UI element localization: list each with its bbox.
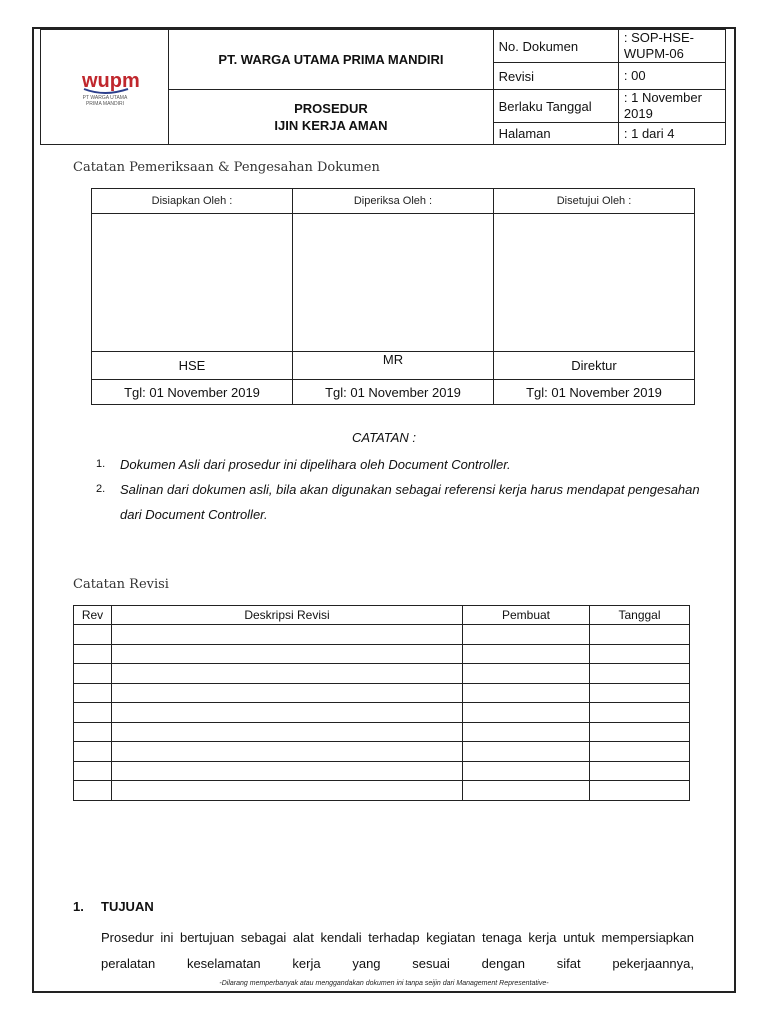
table-row (74, 722, 690, 742)
table-cell (463, 781, 590, 801)
logo-caption-1: PT WARGA UTAMA (82, 94, 127, 101)
table-cell (112, 761, 463, 781)
meta-value-doc-no: : SOP-HSE-WUPM-06 (618, 30, 725, 63)
table-row (74, 683, 690, 703)
approval-date: Tgl: 01 November 2019 (293, 380, 494, 405)
table-cell (590, 703, 690, 723)
procedure-title-line1: PROSEDUR (294, 101, 368, 116)
notes-heading: CATATAN : (351, 430, 417, 445)
approval-col-prepared: Disiapkan Oleh : (92, 189, 293, 214)
meta-label-revision: Revisi (493, 63, 618, 90)
signature-box (494, 214, 695, 352)
table-cell (590, 625, 690, 645)
note-number: 2. (96, 483, 106, 495)
table-cell (590, 722, 690, 742)
approval-col-approved: Disetujui Oleh : (494, 189, 695, 214)
table-cell (463, 683, 590, 703)
approval-role-hse: HSE (92, 352, 293, 380)
approval-table (91, 188, 695, 405)
table-row (74, 781, 690, 801)
table-row (74, 625, 690, 645)
table-cell (590, 742, 690, 762)
table-cell (74, 664, 112, 684)
revision-col-author: Pembuat (463, 606, 590, 625)
approval-role-director: Direktur (494, 352, 695, 380)
company-logo (41, 30, 169, 145)
table-row (74, 664, 690, 684)
table-cell (590, 683, 690, 703)
notes-list (96, 452, 706, 527)
table-cell (463, 742, 590, 762)
meta-value-effective-date: : 1 November 2019 (618, 90, 725, 123)
list-item (96, 452, 706, 477)
table-cell (112, 703, 463, 723)
table-cell (74, 625, 112, 645)
logo-caption-2: PRIMA MANDIRI (85, 100, 124, 107)
table-cell (74, 644, 112, 664)
signature-box (293, 214, 494, 352)
table-cell (112, 664, 463, 684)
meta-label-effective-date: Berlaku Tanggal (493, 90, 618, 123)
section-body-purpose: Prosedur ini bertujuan sebagai alat kendali terhadap kegiatan tenaga kerja untuk mempersiapkan peralatan keselamatan kerja yang sesuai dengan sifat pekerjaannya, (101, 930, 694, 971)
table-cell (74, 683, 112, 703)
meta-label-page: Halaman (493, 123, 618, 145)
note-text: Salinan dari dokumen asli, bila akan digunakan sebagai referensi kerja harus mendapat pengesahan dari Document Controller. (120, 482, 700, 522)
list-item (96, 477, 706, 527)
table-cell (463, 703, 590, 723)
revision-col-date: Tanggal (590, 606, 690, 625)
table-cell (112, 781, 463, 801)
note-number: 1. (96, 458, 106, 470)
note-text: Dokumen Asli dari prosedur ini dipelihara oleh Document Controller. (120, 457, 511, 472)
table-cell (112, 722, 463, 742)
table-row (74, 742, 690, 762)
table-cell (74, 761, 112, 781)
section-heading-purpose (73, 899, 154, 914)
approval-col-checked: Diperiksa Oleh : (293, 189, 494, 214)
table-cell (74, 742, 112, 762)
revision-table (73, 605, 690, 801)
table-cell (74, 703, 112, 723)
meta-value-revision: : 00 (618, 63, 725, 90)
table-cell (590, 664, 690, 684)
table-cell (463, 664, 590, 684)
table-row (74, 644, 690, 664)
table-cell (74, 781, 112, 801)
wupm-logo-icon (70, 63, 140, 109)
table-cell (463, 722, 590, 742)
table-cell (463, 625, 590, 645)
document-footer: -Dilarang memperbanyak atau menggandakan dokumen ini tanpa seijin dari Management Representative- (219, 980, 549, 987)
table-cell (74, 722, 112, 742)
table-row (74, 761, 690, 781)
procedure-title-line2: IJIN KERJA AMAN (274, 118, 388, 133)
table-cell (590, 644, 690, 664)
approval-section-title: Catatan Pemeriksaan & Pengesahan Dokumen (73, 160, 380, 175)
table-cell (112, 644, 463, 664)
revision-col-description: Deskripsi Revisi (112, 606, 463, 625)
company-name: PT. WARGA UTAMA PRIMA MANDIRI (169, 30, 493, 90)
table-cell (590, 781, 690, 801)
document-header (40, 29, 726, 145)
table-cell (112, 683, 463, 703)
table-cell (463, 644, 590, 664)
section-number: 1. (73, 899, 84, 914)
table-row (74, 703, 690, 723)
approval-role-mr: MR (293, 352, 494, 380)
signature-box (92, 214, 293, 352)
logo-mark: wupm (81, 69, 140, 92)
revision-section-title: Catatan Revisi (73, 577, 169, 592)
table-cell (112, 742, 463, 762)
table-cell (463, 761, 590, 781)
section-title: TUJUAN (101, 899, 154, 914)
meta-label-doc-no: No. Dokumen (493, 30, 618, 63)
revision-col-rev: Rev (74, 606, 112, 625)
procedure-title (169, 90, 493, 145)
table-cell (112, 625, 463, 645)
meta-value-page: : 1 dari 4 (618, 123, 725, 145)
approval-date: Tgl: 01 November 2019 (494, 380, 695, 405)
approval-date: Tgl: 01 November 2019 (92, 380, 293, 405)
table-cell (590, 761, 690, 781)
